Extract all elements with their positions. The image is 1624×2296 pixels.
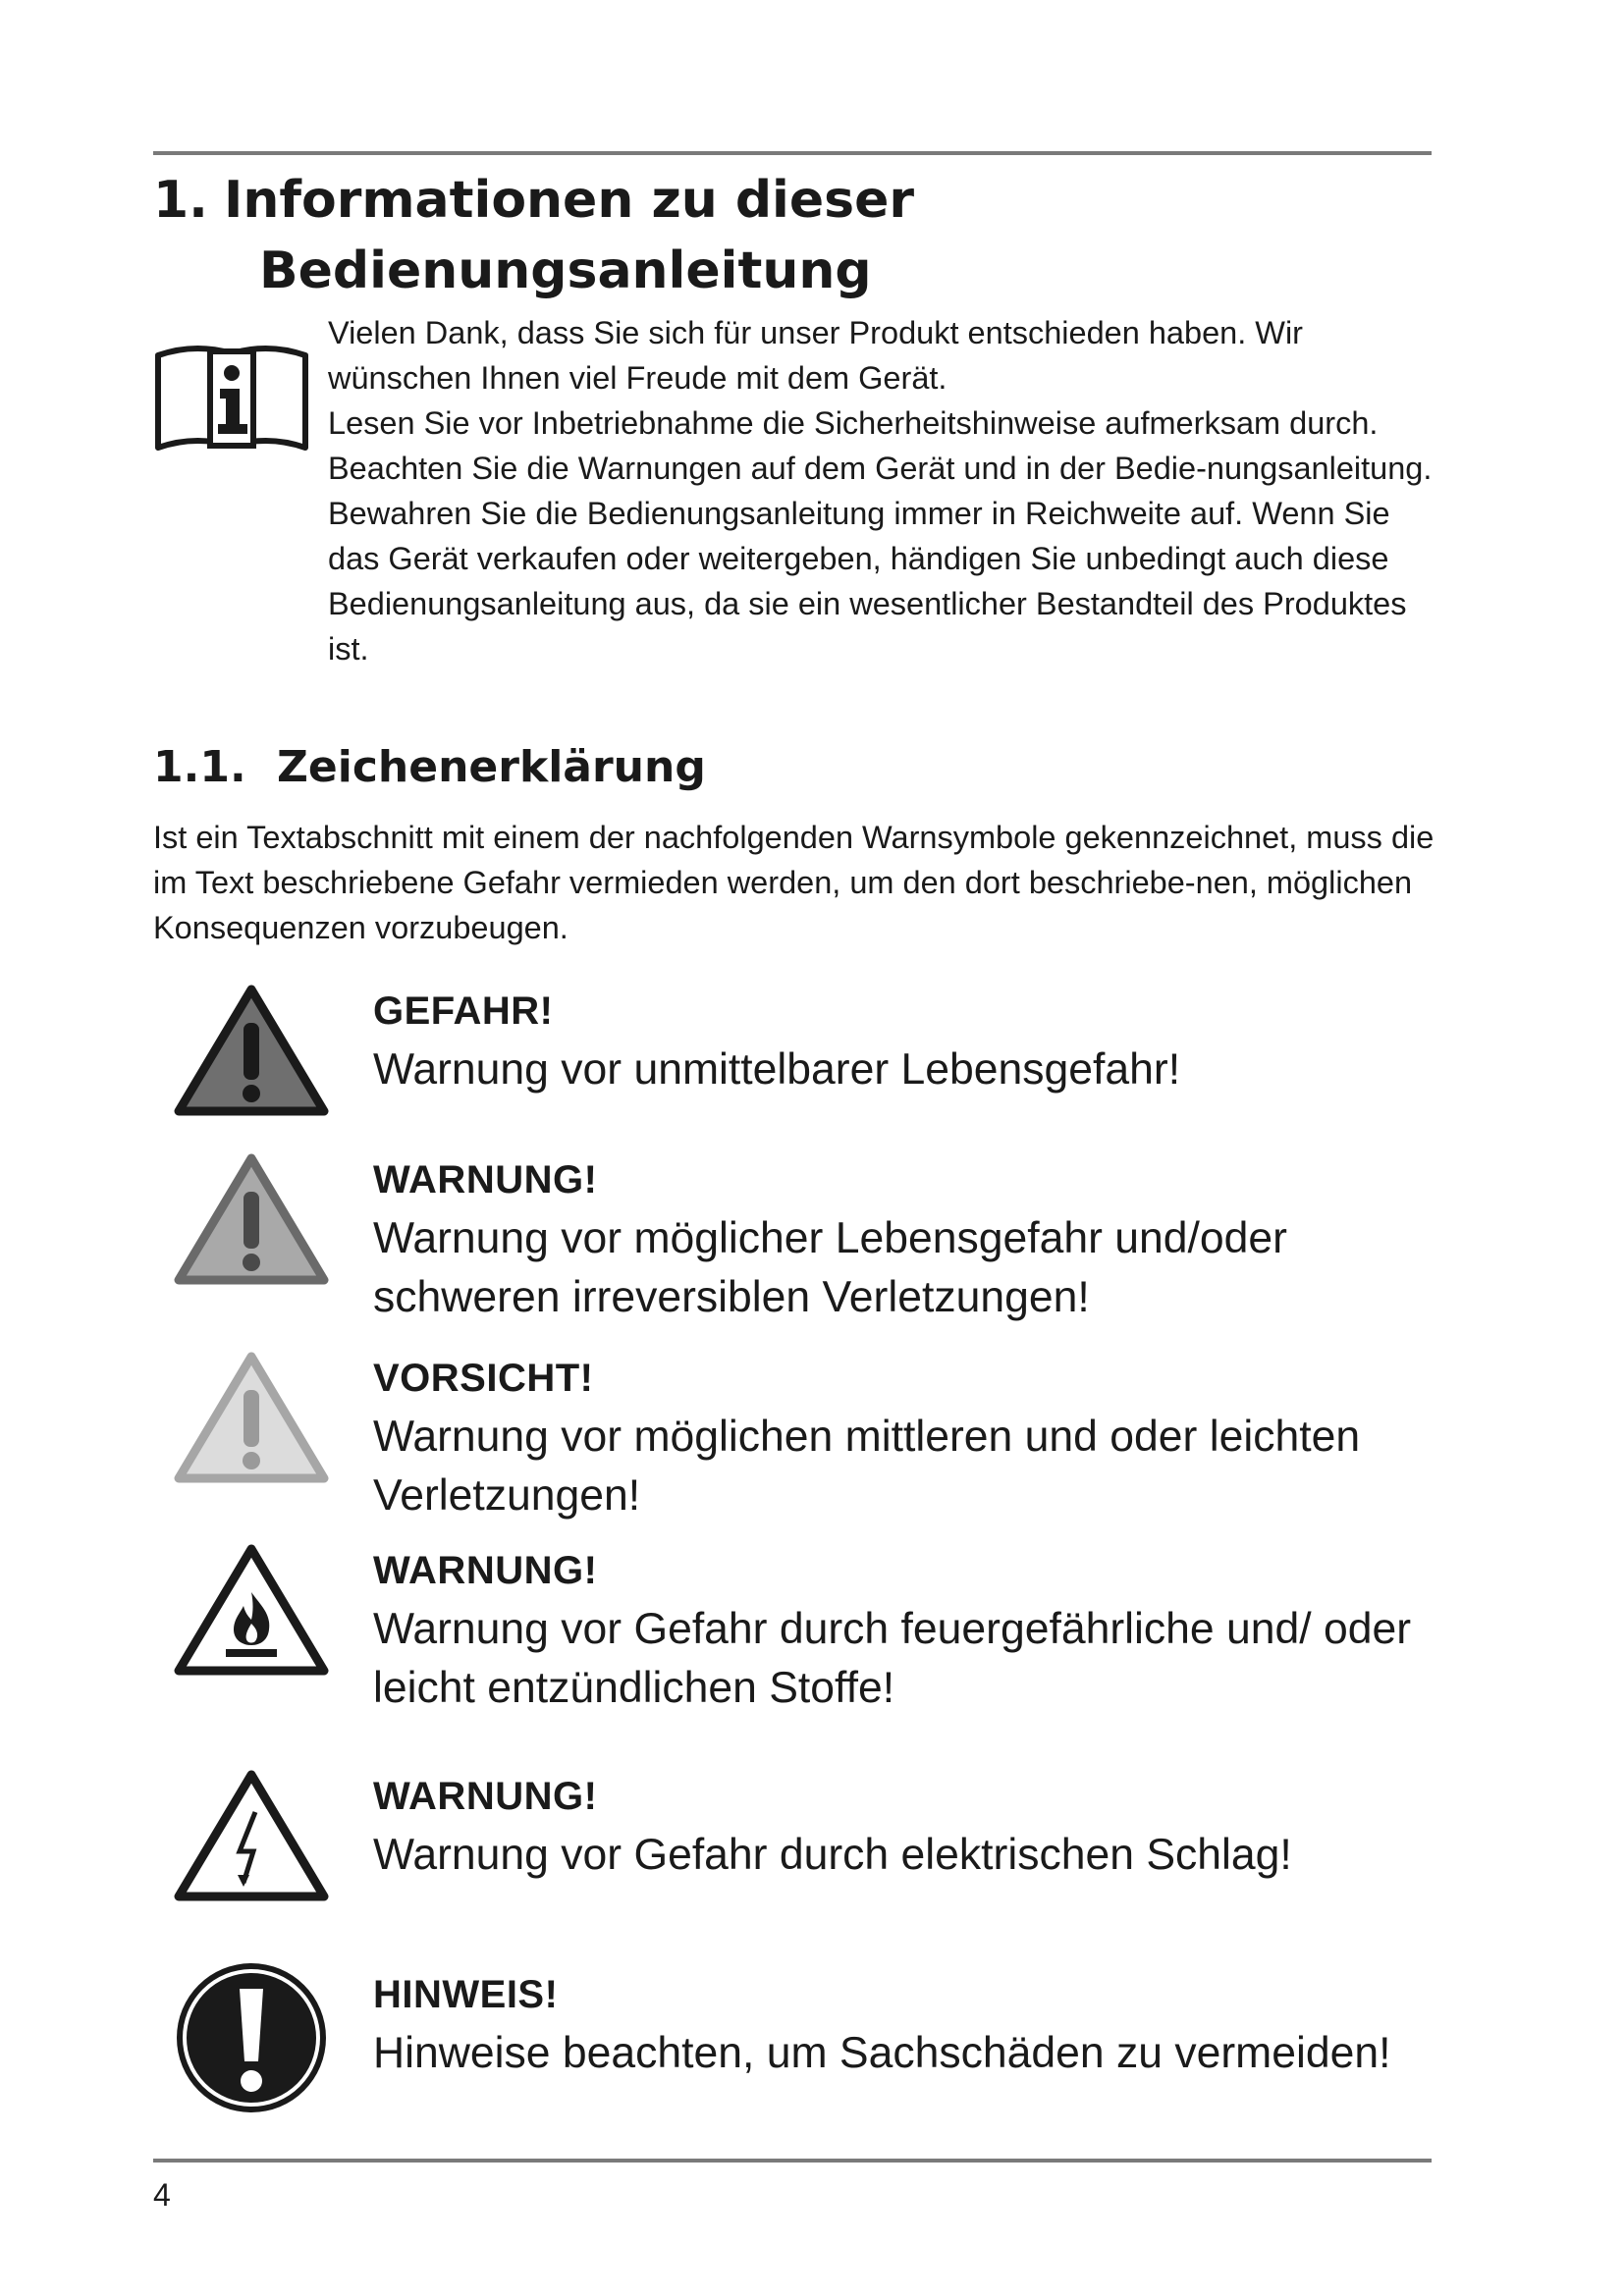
warning-text: Warnung vor möglichen mittleren und oder leichten Verletzungen! — [373, 1413, 1361, 1520]
warning-title: WARNUNG! — [373, 1549, 598, 1592]
page-title — [153, 165, 1430, 306]
warning-title: GEFAHR! — [373, 989, 554, 1033]
chapter-number: 1. — [153, 171, 208, 230]
section-number: 1.1. — [153, 742, 246, 792]
intro-paragraph: Vielen Dank, dass Sie sich für unser Produkt entschieden haben. Wir wünschen Ihnen viel Freude mit dem Gerät. — [328, 315, 1303, 396]
top-rule — [153, 151, 1432, 155]
warning-title: HINWEIS! — [373, 1973, 559, 2016]
caution-exclamation-triangle-icon — [173, 1349, 330, 1486]
bottom-rule — [153, 2159, 1432, 2163]
section-title: Zeichenerklärung — [277, 742, 706, 792]
warning-title: WARNUNG! — [373, 1775, 598, 1818]
intro-paragraph: Bewahren Sie die Bedienungsanleitung immer in Reichweite auf. Wenn Sie das Gerät verkaufen oder weitergeben, händigen Sie unbedingt auch diese Bedienungsanleitung aus, da sie ein wesentlicher Bestandteil des Produktes ist. — [328, 496, 1407, 667]
warning-title: WARNUNG! — [373, 1158, 598, 1201]
chapter-title-line1: Informationen zu dieser — [224, 171, 915, 230]
warning-exclamation-triangle-icon — [173, 1150, 330, 1288]
intro-text — [328, 310, 1437, 671]
intro-paragraph: Lesen Sie vor Inbetriebnahme die Sicherheitshinweise aufmerksam durch. Beachten Sie die Warnungen auf dem Gerät und in der Bedie-nungsanleitung. — [328, 405, 1433, 486]
warning-text: Warnung vor unmittelbarer Lebensgefahr! — [373, 1045, 1181, 1094]
notice-exclamation-circle-icon — [173, 1959, 330, 2116]
warning-text: Warnung vor möglicher Lebensgefahr und/oder schweren irreversiblen Verletzungen! — [373, 1214, 1287, 1321]
chapter-title-line2: Bedienungsanleitung — [259, 241, 872, 300]
danger-exclamation-triangle-icon — [173, 982, 330, 1119]
warning-text: Warnung vor Gefahr durch elektrischen Schlag! — [373, 1831, 1292, 1879]
warning-title: VORSICHT! — [373, 1357, 594, 1400]
electric-shock-warning-triangle-icon — [173, 1767, 330, 1904]
section-heading — [153, 738, 706, 797]
flammable-warning-triangle-icon — [173, 1541, 330, 1679]
section-lead-text: Ist ein Textabschnitt mit einem der nachfolgenden Warnsymbole gekennzeichnet, muss die im Text beschriebene Gefahr vermieden werden, um den dort beschriebe-nen, möglichen Konsequenzen vorzubeugen. — [153, 820, 1435, 945]
warning-text: Hinweise beachten, um Sachschäden zu vermeiden! — [373, 2029, 1391, 2077]
manual-info-book-icon — [153, 340, 310, 454]
page-number: 4 — [153, 2177, 171, 2213]
warning-text: Warnung vor Gefahr durch feuergefährliche und/ oder leicht entzündlichen Stoffe! — [373, 1605, 1412, 1712]
